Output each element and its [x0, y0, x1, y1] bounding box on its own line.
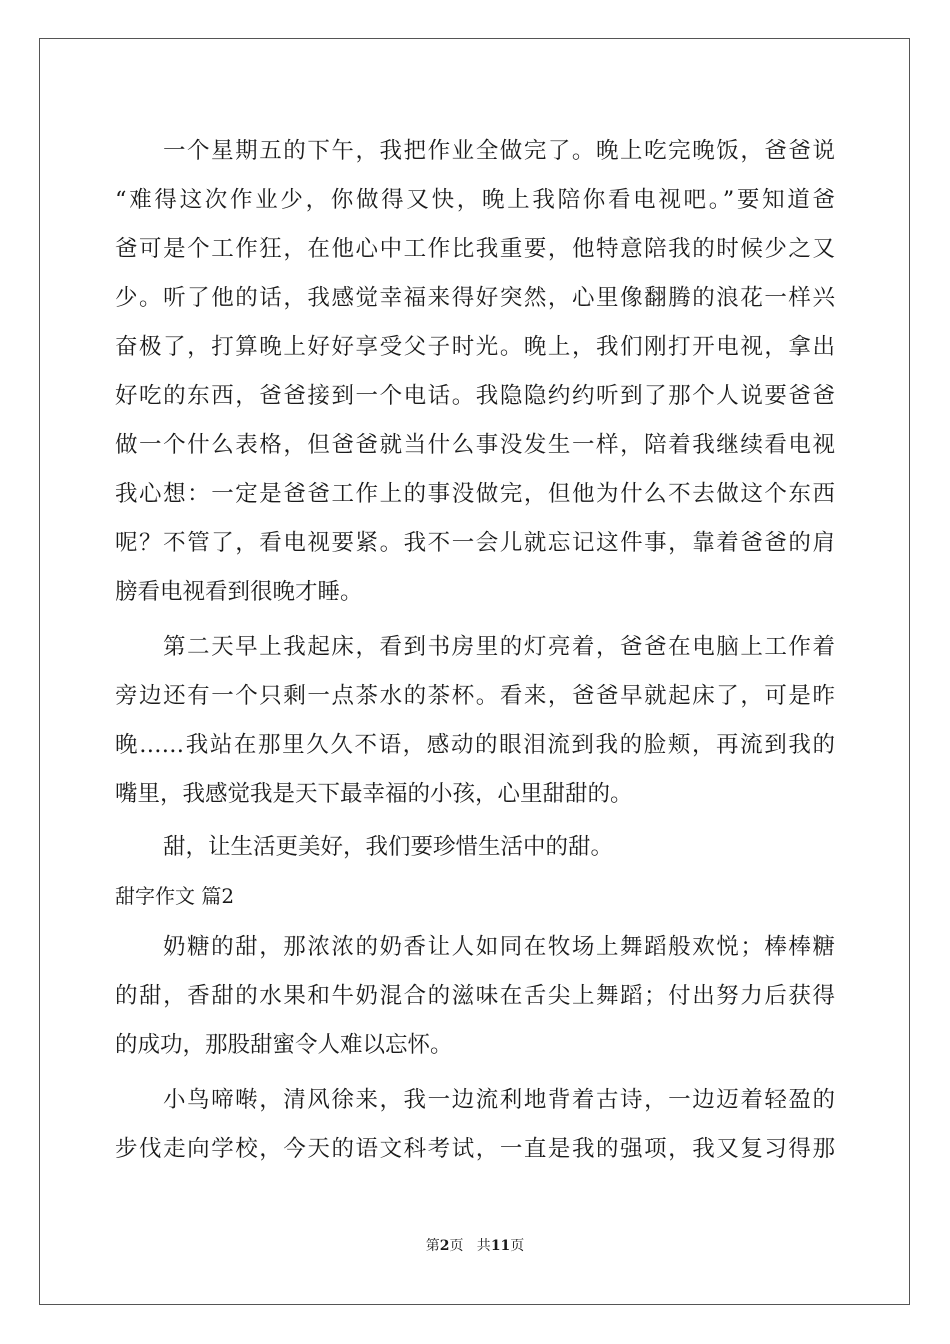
text-line: 旁边还有一个只剩一点茶水的茶杯。看来，爸爸早就起床了，可是昨	[115, 683, 835, 709]
text-line: 呢？不管了，看电视要紧。我不一会儿就忘记这件事，靠着爸爸的肩	[115, 530, 835, 556]
text-line: 第二天早上我起床，看到书房里的灯亮着，爸爸在电脑上工作着	[163, 634, 835, 660]
text-line: 我心想：一定是爸爸工作上的事没做完，但他为什么不去做这个东西	[115, 481, 835, 507]
text-line: 晚……我站在那里久久不语，感动的眼泪流到我的脸颊，再流到我的	[115, 732, 835, 758]
text-line: 步伐走向学校，今天的语文科考试，一直是我的强项，我又复习得那	[115, 1136, 835, 1162]
text-line: 嘴里，我感觉我是天下最幸福的小孩，心里甜甜的。	[115, 781, 633, 807]
text-line: 小鸟啼啭，清风徐来，我一边流利地背着古诗，一边迈着轻盈的	[163, 1087, 835, 1113]
text-line: 爸可是个工作狂，在他心中工作比我重要，他特意陪我的时候少之又	[115, 236, 835, 262]
text-line: 做一个什么表格，但爸爸就当什么事没发生一样，陪着我继续看电视	[115, 432, 835, 458]
text-line: 少。听了他的话，我感觉幸福来得好突然，心里像翻腾的浪花一样兴	[115, 285, 835, 311]
text-line: 好吃的东西，爸爸接到一个电话。我隐隐约约听到了那个人说要爸爸	[115, 383, 835, 409]
text-line: 奶糖的甜，那浓浓的奶香让人如同在牧场上舞蹈般欢悦；棒棒糖	[163, 934, 835, 960]
text-line: 膀看电视看到很晚才睡。	[115, 579, 363, 605]
page-footer	[0, 1236, 950, 1256]
current-page-number: 2	[439, 1238, 450, 1254]
text-line: 奋极了，打算晚上好好享受父子时光。晚上，我们刚打开电视，拿出	[115, 334, 835, 360]
text-line: “难得这次作业少，你做得又快，晚上我陪你看电视吧。”要知道爸	[115, 187, 835, 213]
text-line: 的甜，香甜的水果和牛奶混合的滋味在舌尖上舞蹈；付出努力后获得	[115, 983, 835, 1009]
footer-suffix: 页	[510, 1238, 525, 1254]
footer-prefix: 第	[425, 1238, 440, 1254]
section-heading: 甜字作文 篇2	[115, 884, 235, 908]
footer-middle: 页 共	[449, 1238, 491, 1254]
text-line: 甜，让生活更美好，我们要珍惜生活中的甜。	[163, 834, 614, 860]
total-page-count: 11	[490, 1238, 511, 1254]
text-line: 一个星期五的下午，我把作业全做完了。晚上吃完晚饭，爸爸说	[163, 138, 835, 164]
text-line: 的成功，那股甜蜜令人难以忘怀。	[115, 1032, 453, 1058]
